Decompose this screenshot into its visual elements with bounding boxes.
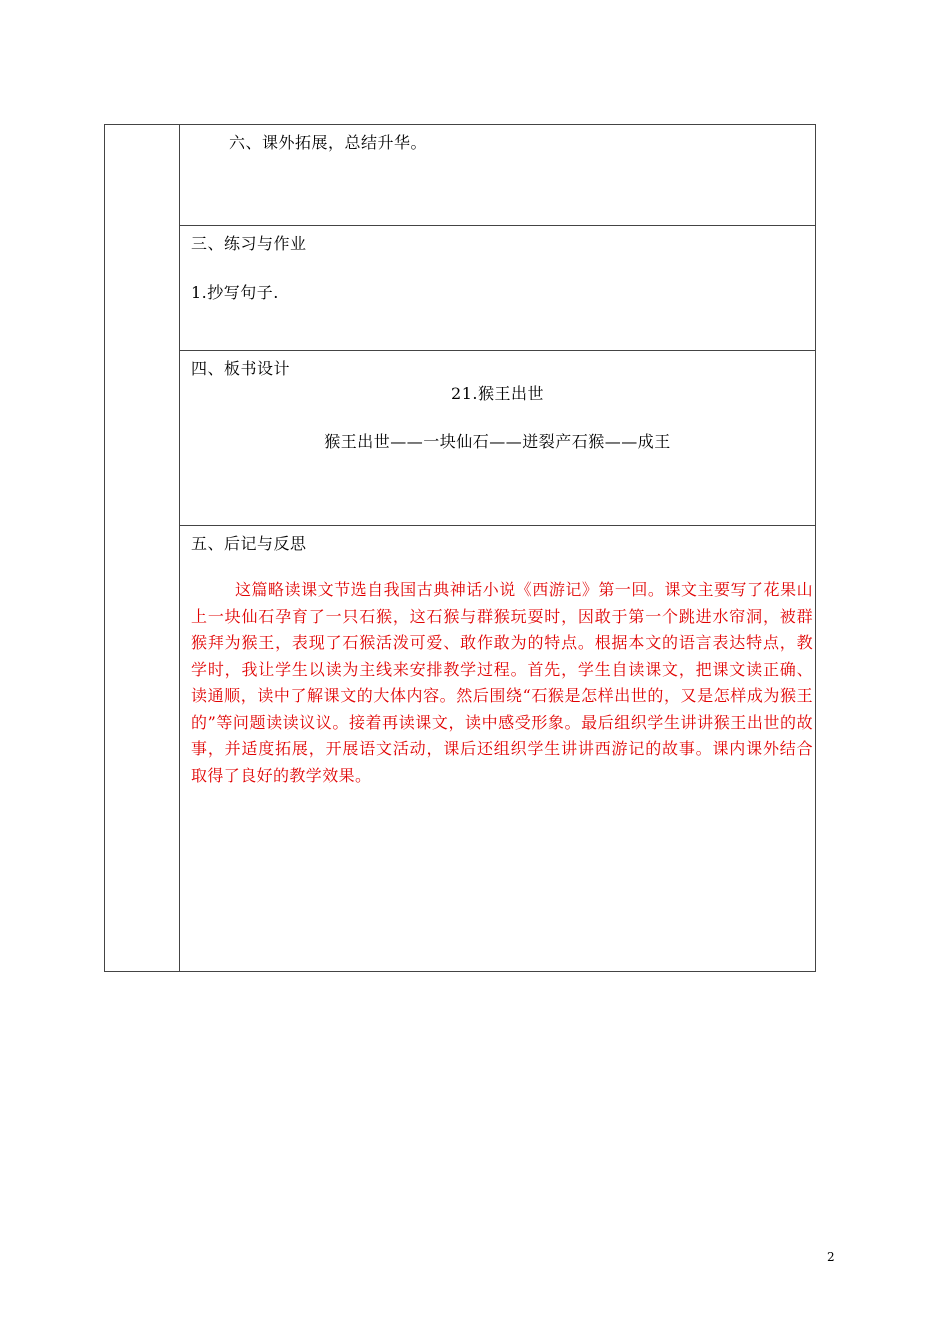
reflection-section	[180, 526, 815, 971]
extension-heading: 六、课外拓展，总结升华。	[229, 133, 428, 152]
exercise-item: 1.抄写句子.	[191, 283, 279, 302]
board-design-line: 猴王出世——一块仙石——迸裂产石猴——成王	[324, 432, 671, 451]
exercise-heading: 三、练习与作业	[191, 234, 307, 253]
reflection-heading: 五、后记与反思	[191, 534, 307, 553]
board-design-title: 21.猴王出世	[451, 384, 544, 403]
board-design-section	[180, 351, 815, 526]
board-design-heading: 四、板书设计	[191, 359, 291, 378]
reflection-body: 这篇略读课文节选自我国古典神话小说《西游记》第一回。课文主要写了花果山上一块仙石孕育了一只石猴，这石猴与群猴玩耍时，因敢于第一个跳进水帘洞，被群猴拜为猴王，表现了石猴活泼可爱、敢作敢为的特点。根据本文的语言表达特点，教学时，我让学生以读为主线来安排教学过程。首先，学生自读课文，把课文读正确、读通顺，读中了解课文的大体内容。然后围绕“石猴是怎样出世的，又是怎样成为猴王的”等问题读读议议。接着再读课文，读中感受形象。最后组织学生讲讲猴王出世的故事，并适度拓展，开展语文活动，课后还组织学生讲讲西游记的故事。课内课外结合取得了良好的教学效果。	[191, 580, 813, 785]
page-number: 2	[827, 1250, 835, 1264]
extension-section	[180, 125, 815, 226]
left-label-column	[105, 125, 180, 971]
lesson-plan-table	[104, 124, 816, 972]
exercise-section	[180, 226, 815, 351]
